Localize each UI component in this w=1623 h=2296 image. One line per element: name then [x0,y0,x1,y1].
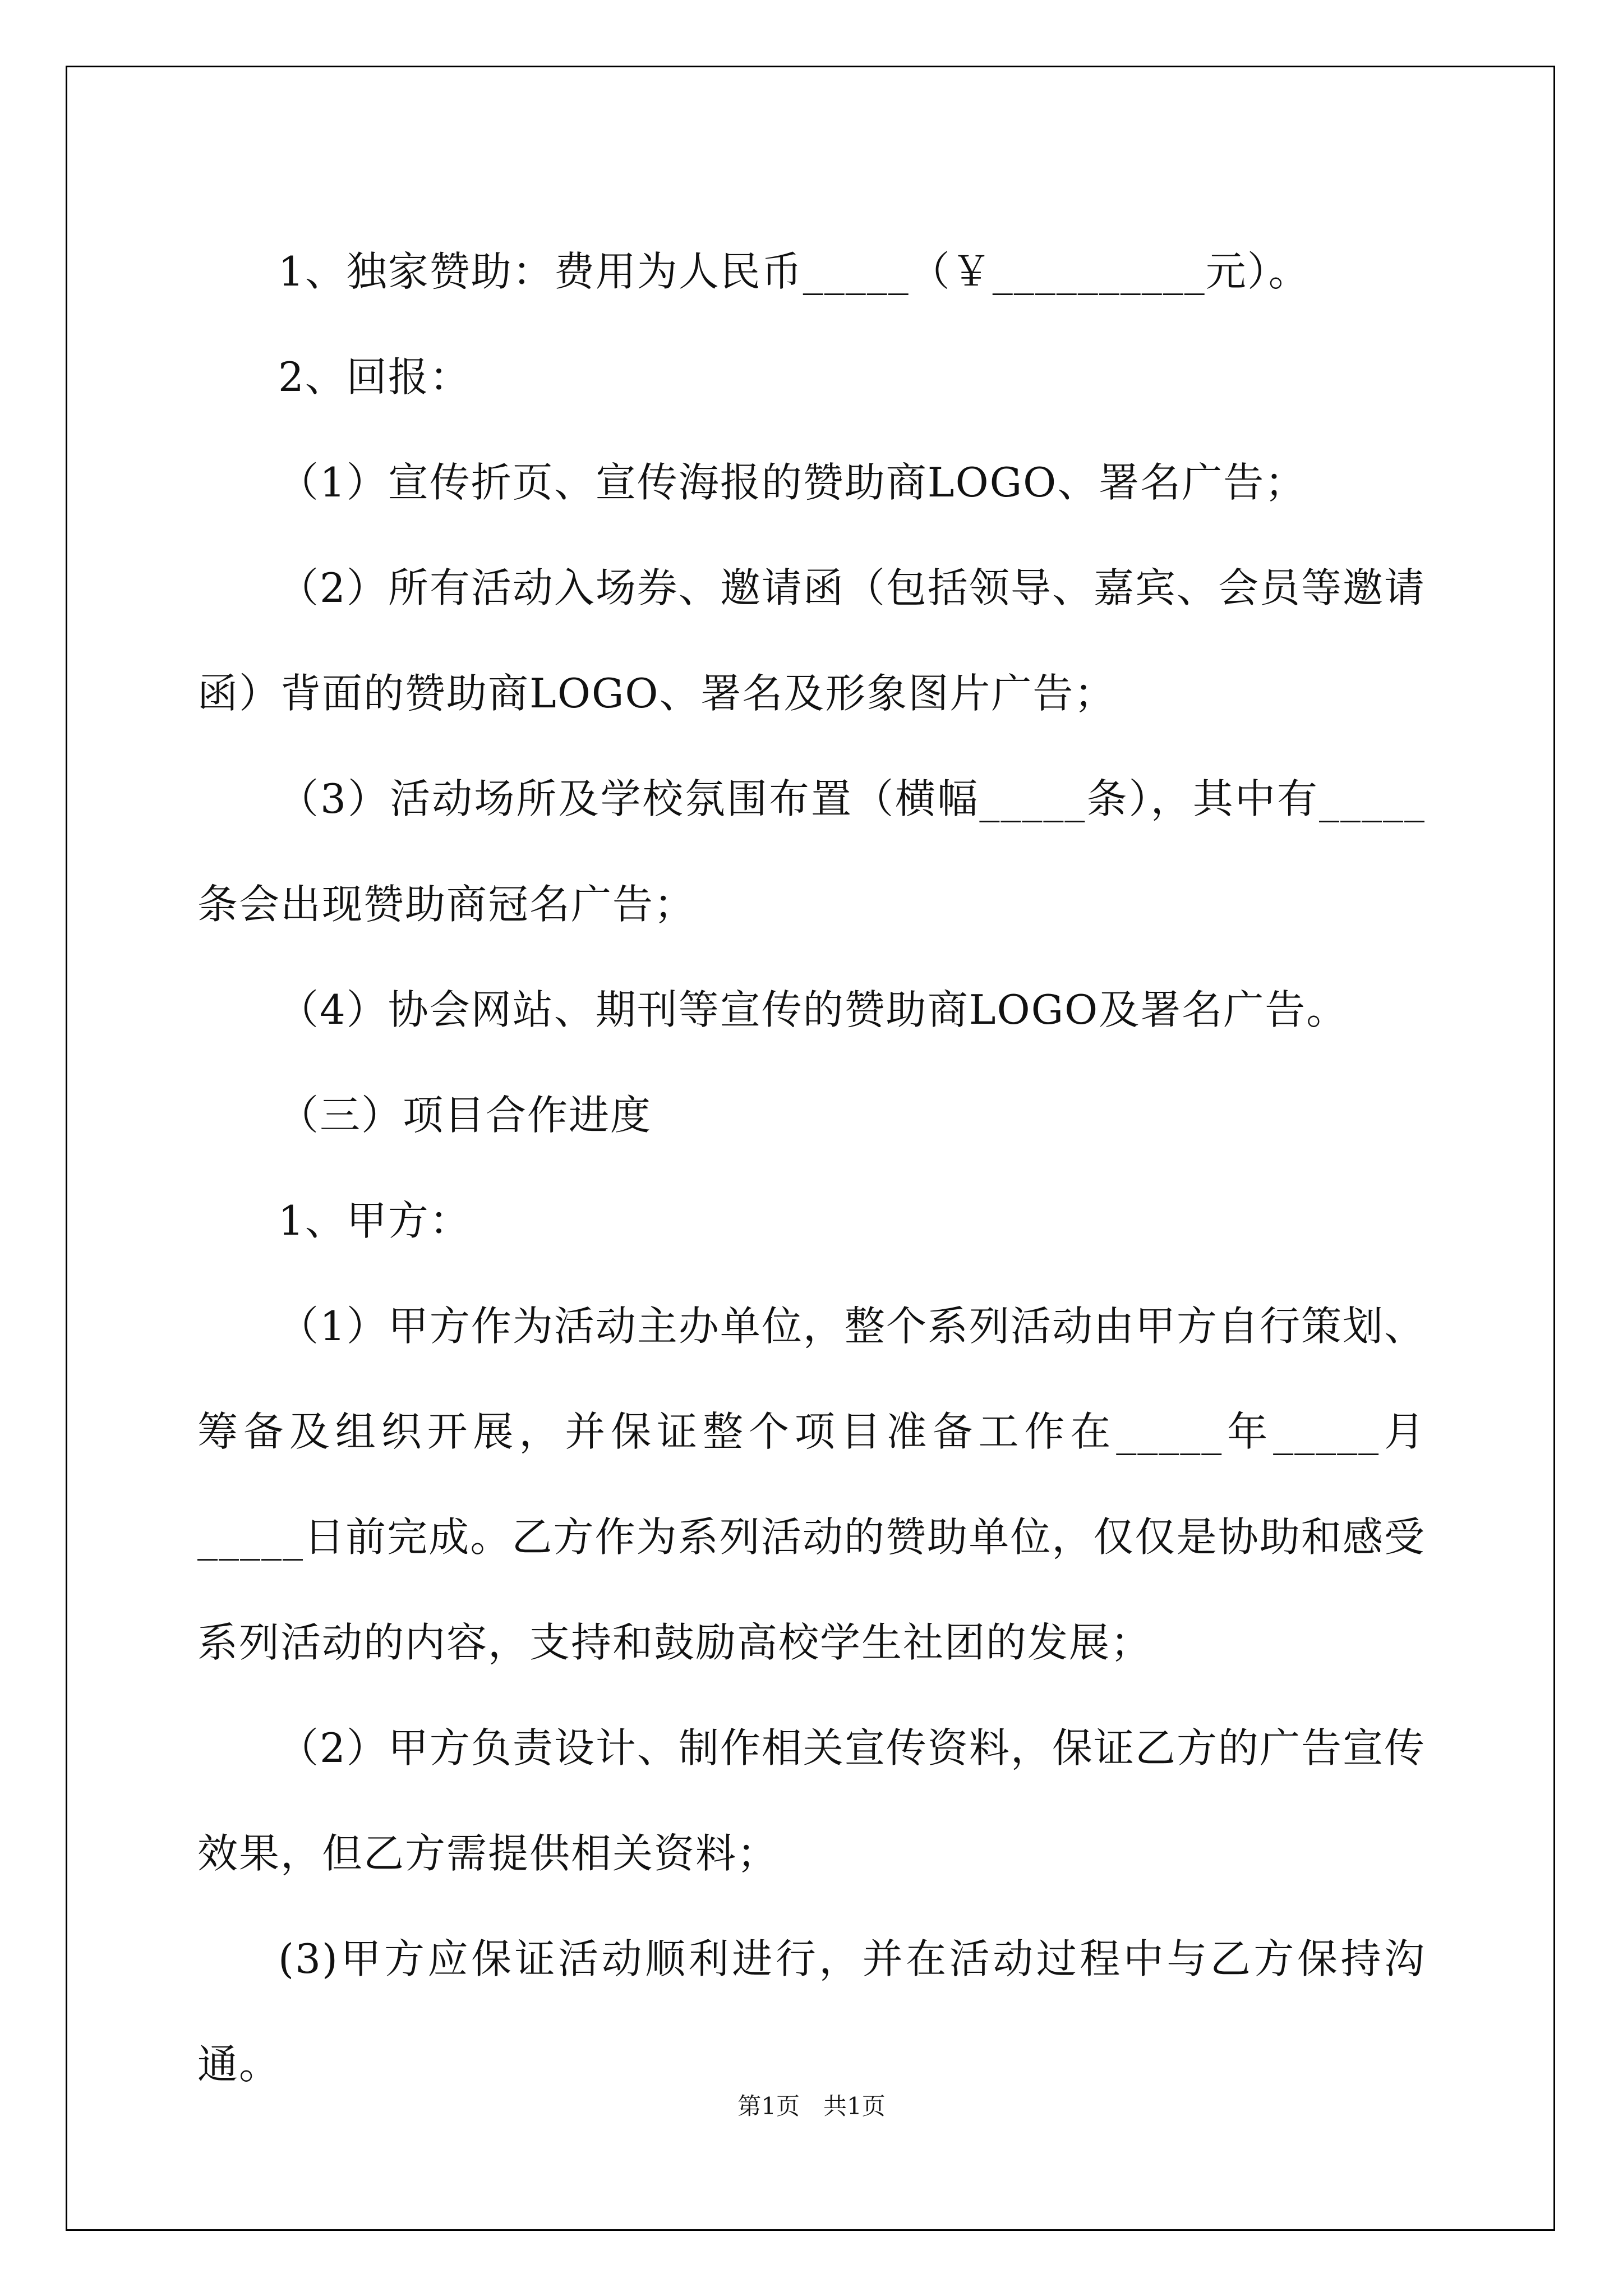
paragraph-return-item-2: （2）所有活动入场券、邀请函（包括领导、嘉宾、会员等邀请函）背面的赞助商LOGO、署名及形象图片广告； [197,564,1426,717]
paragraph-sponsorship-fee: 1、独家赞助：费用为人民币_____（￥__________元）。 [278,248,1310,295]
paragraph-party-a-item-2: （2）甲方负责设计、制作相关宣传资料，保证乙方的广告宣传效果，但乙方需提供相关资料； [197,1724,1426,1877]
paragraph-return-item-4: （4）协会网站、期刊等宣传的赞助商LOGO及署名广告。 [278,986,1348,1033]
document-body [197,219,1426,2117]
paragraph-returns-heading: 2、回报： [278,353,471,401]
paragraph-section-progress: （三）项目合作进度 [278,1092,652,1139]
paragraph-party-a-heading: 1、甲方： [278,1197,471,1244]
page-footer: 第1页 共1页 [737,2092,886,2120]
paragraph-return-item-3: （3）活动场所及学校氛围布置（横幅_____条），其中有_____条会出现赞助商冠名广告； [197,775,1426,928]
paragraph-party-a-item-3: (3)甲方应保证活动顺利进行，并在活动过程中与乙方保持沟通。 [197,1935,1426,2088]
paragraph-party-a-item-1: （1）甲方作为活动主办单位，整个系列活动由甲方自行策划、筹备及组织开展，并保证整个项目准备工作在_____年_____月_____日前完成。乙方作为系列活动的赞助单位，仅仅是协助和感受系列活动的内容，支持和鼓励高校学生社团的发展； [197,1303,1426,1666]
paragraph-return-item-1: （1）宣传折页、宣传海报的赞助商LOGO、署名广告； [278,459,1307,506]
